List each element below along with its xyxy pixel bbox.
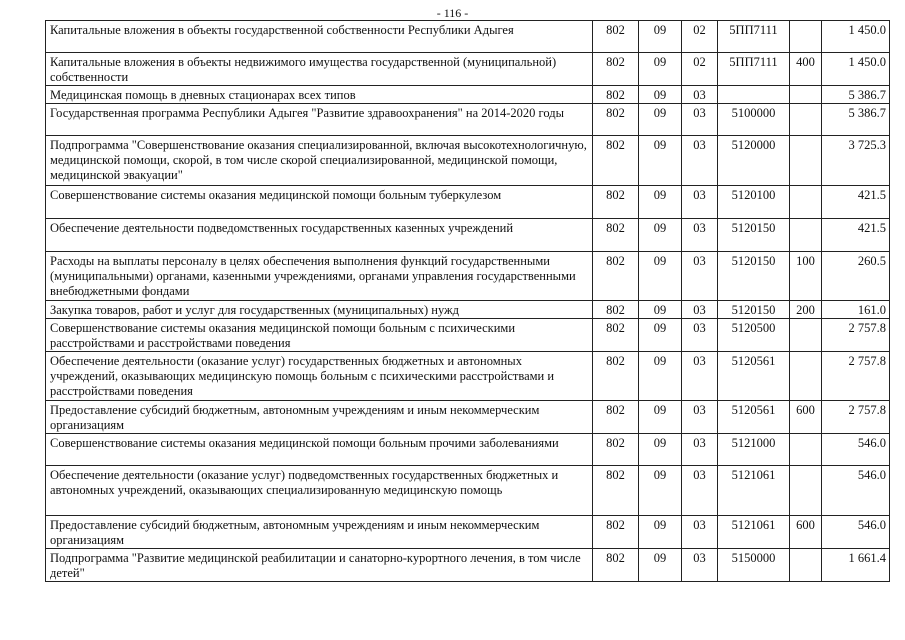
row-rz: 09 [639, 319, 682, 352]
table-body [46, 21, 890, 582]
row-pr: 03 [682, 136, 718, 186]
row-pr: 03 [682, 434, 718, 466]
row-csr: 5120150 [718, 301, 790, 319]
row-name: Подпрограмма "Совершенствование оказания специализированной, включая высокотехнологичную, медицинской помощи, скорой, в том числе скорой специализированной, медицинской помощи, медицинской эвакуации" [46, 136, 593, 186]
row-name: Предоставление субсидий бюджетным, автономным учреждениям и иным некоммерческим организациям [46, 516, 593, 549]
row-csr: 5120150 [718, 219, 790, 252]
row-ved: 802 [593, 319, 639, 352]
table-row [46, 549, 890, 582]
table-row [46, 466, 890, 516]
row-csr: 5120000 [718, 136, 790, 186]
row-ved: 802 [593, 104, 639, 136]
row-name: Капитальные вложения в объекты государственной собственности Республики Адыгея [46, 21, 593, 53]
row-csr: 5120561 [718, 401, 790, 434]
row-name: Обеспечение деятельности (оказание услуг) подведомственных государственных бюджетных и автономных учреждений, оказывающих специализированную медицинскую помощь [46, 466, 593, 516]
row-vr: 600 [790, 516, 822, 549]
row-csr: 5150000 [718, 549, 790, 582]
table-row [46, 434, 890, 466]
row-csr: 5121061 [718, 516, 790, 549]
row-name: Медицинская помощь в дневных стационарах всех типов [46, 86, 593, 104]
row-rz: 09 [639, 86, 682, 104]
row-pr: 03 [682, 186, 718, 219]
row-csr: 5120100 [718, 186, 790, 219]
row-rz: 09 [639, 53, 682, 86]
row-name: Совершенствование системы оказания медицинской помощи больным с психическими расстройствами и расстройствами поведения [46, 319, 593, 352]
row-sum: 1 450.0 [822, 53, 890, 86]
row-vr [790, 549, 822, 582]
row-name: Совершенствование системы оказания медицинской помощи больным туберкулезом [46, 186, 593, 219]
table-row [46, 136, 890, 186]
row-pr: 03 [682, 352, 718, 401]
row-name: Государственная программа Республики Адыгея "Развитие здравоохранения" на 2014-2020 годы [46, 104, 593, 136]
table-row [46, 186, 890, 219]
row-ved: 802 [593, 86, 639, 104]
row-ved: 802 [593, 549, 639, 582]
row-pr: 02 [682, 53, 718, 86]
table-row [46, 21, 890, 53]
row-name: Совершенствование системы оказания медицинской помощи больным прочими заболеваниями [46, 434, 593, 466]
row-sum: 546.0 [822, 516, 890, 549]
row-rz: 09 [639, 219, 682, 252]
row-rz: 09 [639, 516, 682, 549]
row-rz: 09 [639, 549, 682, 582]
row-vr [790, 186, 822, 219]
row-vr [790, 21, 822, 53]
row-sum: 1 450.0 [822, 21, 890, 53]
row-sum: 1 661.4 [822, 549, 890, 582]
row-pr: 03 [682, 516, 718, 549]
row-ved: 802 [593, 401, 639, 434]
row-ved: 802 [593, 219, 639, 252]
table-row [46, 319, 890, 352]
table-row [46, 516, 890, 549]
table-row [46, 104, 890, 136]
row-pr: 03 [682, 252, 718, 301]
row-ved: 802 [593, 516, 639, 549]
row-csr [718, 86, 790, 104]
row-pr: 03 [682, 301, 718, 319]
row-name: Капитальные вложения в объекты недвижимого имущества государственной (муниципальной) собственности [46, 53, 593, 86]
row-sum: 2 757.8 [822, 319, 890, 352]
row-rz: 09 [639, 352, 682, 401]
row-pr: 03 [682, 549, 718, 582]
table-row [46, 252, 890, 301]
row-sum: 546.0 [822, 434, 890, 466]
row-vr: 400 [790, 53, 822, 86]
row-pr: 02 [682, 21, 718, 53]
row-sum: 546.0 [822, 466, 890, 516]
row-vr [790, 352, 822, 401]
row-csr: 5121061 [718, 466, 790, 516]
row-pr: 03 [682, 401, 718, 434]
row-pr: 03 [682, 219, 718, 252]
row-pr: 03 [682, 319, 718, 352]
row-sum: 421.5 [822, 219, 890, 252]
table-row [46, 301, 890, 319]
row-ved: 802 [593, 301, 639, 319]
table-row [46, 86, 890, 104]
row-vr [790, 219, 822, 252]
row-csr: 5120561 [718, 352, 790, 401]
row-vr [790, 136, 822, 186]
row-vr [790, 86, 822, 104]
table-row [46, 219, 890, 252]
row-name: Подпрограмма "Развитие медицинской реабилитации и санаторно-курортного лечения, в том числе детей" [46, 549, 593, 582]
row-rz: 09 [639, 136, 682, 186]
row-sum: 260.5 [822, 252, 890, 301]
row-sum: 2 757.8 [822, 401, 890, 434]
row-vr: 600 [790, 401, 822, 434]
row-rz: 09 [639, 466, 682, 516]
row-sum: 161.0 [822, 301, 890, 319]
row-vr [790, 466, 822, 516]
row-csr: 5ПП7111 [718, 53, 790, 86]
row-sum: 421.5 [822, 186, 890, 219]
row-csr: 5120500 [718, 319, 790, 352]
row-ved: 802 [593, 434, 639, 466]
row-ved: 802 [593, 252, 639, 301]
row-ved: 802 [593, 466, 639, 516]
row-csr: 5100000 [718, 104, 790, 136]
row-pr: 03 [682, 466, 718, 516]
row-name: Обеспечение деятельности (оказание услуг) государственных бюджетных и автономных учреждений, оказывающих медицинскую помощь больным с психическими расстройствами и расстройствами поведения [46, 352, 593, 401]
row-csr: 5121000 [718, 434, 790, 466]
page-number: - 116 - [436, 6, 469, 20]
row-rz: 09 [639, 252, 682, 301]
row-ved: 802 [593, 136, 639, 186]
row-vr [790, 319, 822, 352]
row-ved: 802 [593, 186, 639, 219]
row-ved: 802 [593, 53, 639, 86]
row-sum: 5 386.7 [822, 86, 890, 104]
row-rz: 09 [639, 186, 682, 219]
row-name: Обеспечение деятельности подведомственных государственных казенных учреждений [46, 219, 593, 252]
table-row [46, 401, 890, 434]
row-ved: 802 [593, 352, 639, 401]
row-sum: 5 386.7 [822, 104, 890, 136]
row-sum: 3 725.3 [822, 136, 890, 186]
table-row [46, 53, 890, 86]
row-rz: 09 [639, 301, 682, 319]
row-name: Закупка товаров, работ и услуг для государственных (муниципальных) нужд [46, 301, 593, 319]
row-pr: 03 [682, 104, 718, 136]
row-ved: 802 [593, 21, 639, 53]
row-vr [790, 434, 822, 466]
row-csr: 5120150 [718, 252, 790, 301]
row-csr: 5ПП7111 [718, 21, 790, 53]
row-rz: 09 [639, 104, 682, 136]
row-vr: 100 [790, 252, 822, 301]
row-pr: 03 [682, 86, 718, 104]
row-vr: 200 [790, 301, 822, 319]
row-rz: 09 [639, 21, 682, 53]
row-rz: 09 [639, 434, 682, 466]
row-rz: 09 [639, 401, 682, 434]
row-name: Предоставление субсидий бюджетным, автономным учреждениям и иным некоммерческим организациям [46, 401, 593, 434]
row-sum: 2 757.8 [822, 352, 890, 401]
row-name: Расходы на выплаты персоналу в целях обеспечения выполнения функций государственными (муниципальными) органами, казенными учреждениями, органами управления государственными внебюджетными фондами [46, 252, 593, 301]
table-row [46, 352, 890, 401]
row-vr [790, 104, 822, 136]
budget-table [45, 20, 890, 582]
